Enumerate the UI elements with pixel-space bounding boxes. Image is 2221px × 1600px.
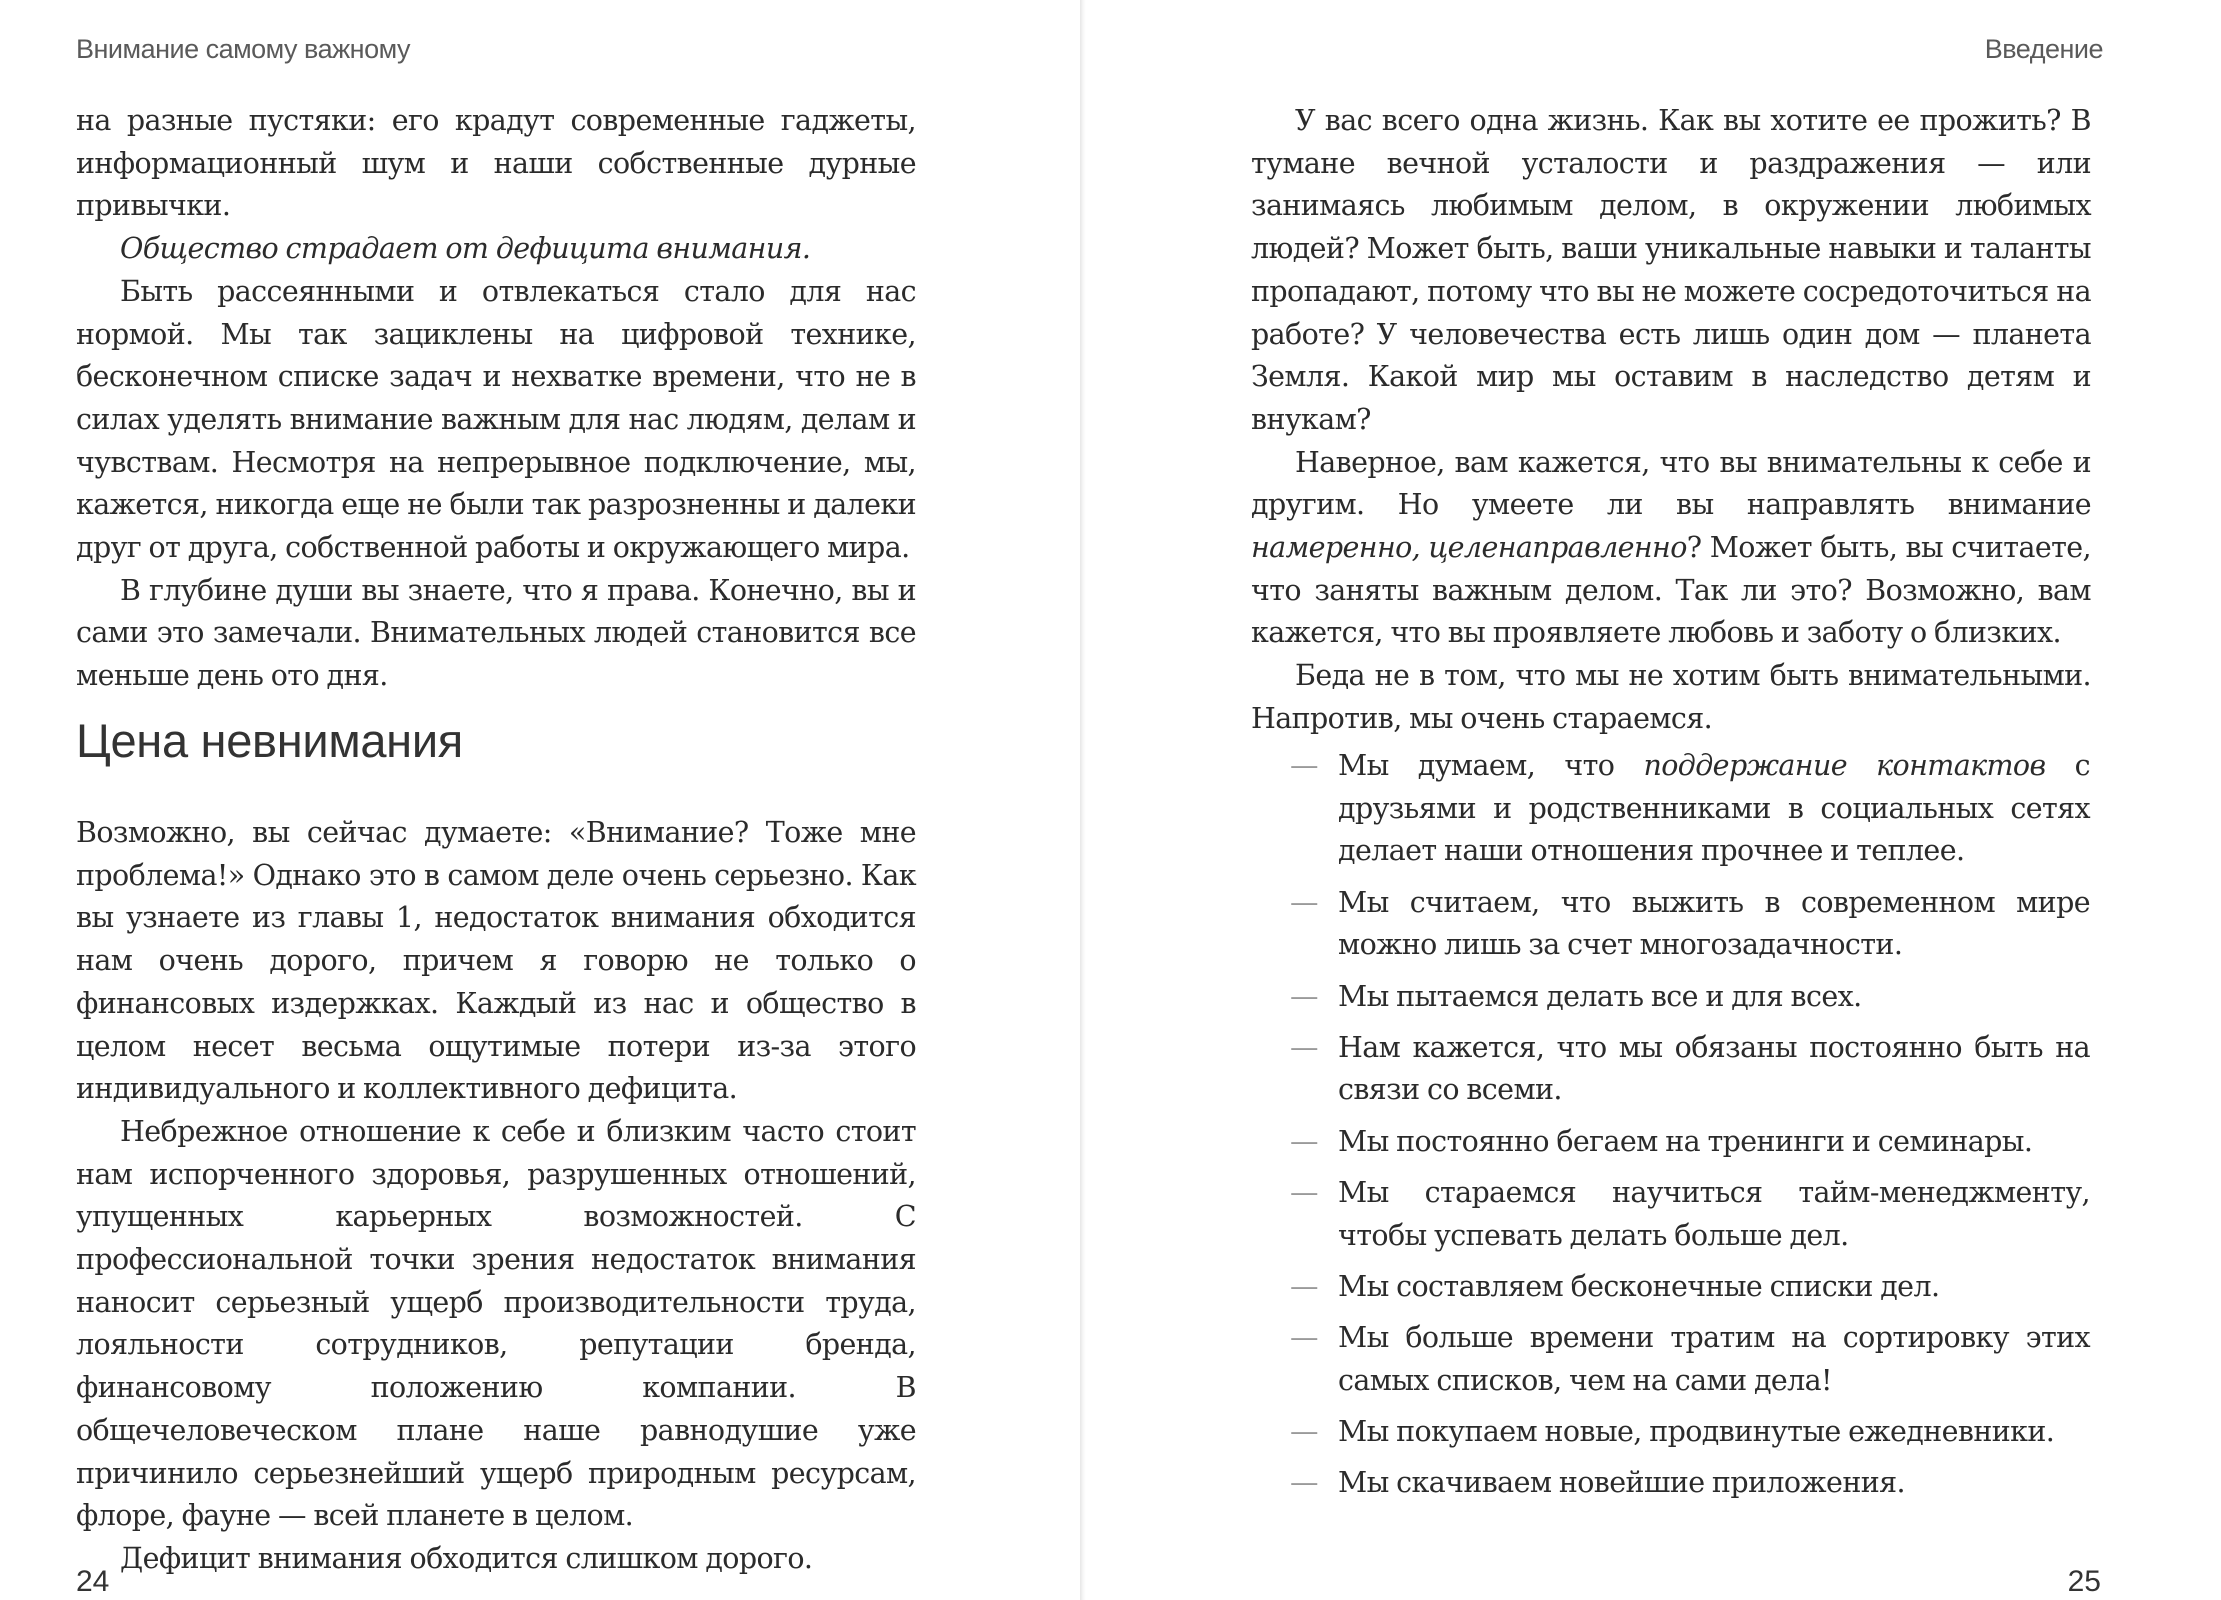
em-dash-bullet: — <box>1290 1030 1318 1064</box>
em-dash-bullet: — <box>1290 1414 1318 1448</box>
running-head-left: Внимание самому важному <box>76 34 410 64</box>
paragraph: У вас всего одна жизнь. Как вы хотите ее прожить? В тумане вечной усталости и раздражения — или занимаясь любимым делом, в окружении любимых людей? Может быть, ваши уникальные навыки и таланты пропадают, потому что вы не можете сосредоточиться на работе? У человечества есть лишь один дом — планета Земля. Какой мир мы оставим в наследство детям и внукам? <box>1251 104 2091 436</box>
section-heading: Цена невнимания <box>76 714 463 767</box>
running-head-right: Введение <box>1984 34 2103 64</box>
em-dash-bullet: — <box>1290 1320 1318 1354</box>
dash-list <box>1290 745 2090 1513</box>
list-item-text: Мы считаем, что выжить в современном мире можно лишь за счет многозадачности. <box>1338 885 2090 962</box>
paragraph: Небрежное отношение к себе и близким часто стоит нам испорченного здоровья, разрушенных отношений, упущенных карьерных возможностей. С профессиональной точки зрения недостаток внимания наносит серьезный ущерб производительности труда, лояльности сотрудников, репутации бренда, финансовому положению компании. В общечеловеческом плане наше равнодушие уже причинило серьезнейший ущерб природным ресурсам, флоре, фауне — всей планете в целом. <box>76 1114 916 1533</box>
list-item <box>1290 1411 2090 1454</box>
paragraph <box>1251 442 2091 656</box>
paragraph: Быть рассеянными и отвлекаться стало для нас нормой. Мы так зациклены на цифровой технике, бесконечном списке задач и нехватке времени, что не в силах уделять внимание важным для нас людям, делам и чувствам. Несмотря на непрерывное подключение, мы, кажется, никогда еще не были так разрозненны и далеки друг от друга, собственной работы и окружающего мира. <box>76 274 916 565</box>
right-text-top <box>1251 100 2091 741</box>
list-item <box>1290 1121 2090 1164</box>
page-number-right: 25 <box>2067 1565 2101 1598</box>
list-item-text <box>1338 745 2090 873</box>
em-dash-bullet: — <box>1290 1466 1318 1500</box>
em-dash-bullet: — <box>1290 979 1318 1013</box>
paragraph: Возможно, вы сейчас думаете: «Внимание? Тоже мне проблема!» Однако это в самом деле очень серьезно. Как вы узнаете из главы 1, недостаток внимания обходится нам очень дорого, причем я говорю не только о финансовых издержках. Каждый из нас и общество в целом несет весьма ощутимые потери из-за этого индивидуального и коллективного дефицита. <box>76 816 916 1106</box>
left-page <box>0 0 1078 1600</box>
list-item-text: Мы пытаемся делать все и для всех. <box>1338 979 1862 1013</box>
left-text-bottom <box>76 812 916 1581</box>
list-item <box>1290 976 2090 1019</box>
book-gutter <box>1080 0 1086 1600</box>
list-item <box>1290 1462 2090 1505</box>
list-item <box>1290 1266 2090 1309</box>
list-item-text: Мы больше времени тратим на сортировку этих самых списков, чем на сами дела! <box>1338 1320 2090 1397</box>
page-number-left: 24 <box>76 1565 110 1598</box>
text-run: Наверное, вам кажется, что вы внимательны к себе и другим. Но умеете ли вы направлять внимание <box>1251 445 2091 522</box>
list-item-text: Мы постоянно бегаем на тренинги и семинары. <box>1338 1124 2033 1158</box>
list-item <box>1290 1172 2090 1257</box>
text-run: ? Может быть, вы считаете, что заняты важным делом. Так ли это? Возможно, вам кажется, что вы проявляете любовь и заботу о близких. <box>1251 531 2091 650</box>
paragraph: Беда не в том, что мы не хотим быть внимательными. Напротив, мы очень стараемся. <box>1251 659 2091 735</box>
list-item-text: Нам кажется, что мы обязаны постоянно быть на связи со всеми. <box>1338 1030 2090 1107</box>
em-dash-bullet: — <box>1290 1269 1318 1303</box>
list-item <box>1290 1317 2090 1402</box>
italic-text: Общество страдает от дефицита внимания. <box>120 232 811 266</box>
text-run: с друзьями и родственниками в социальных сетях делает наши отношения прочнее и теплее. <box>1338 749 2090 868</box>
list-item-text: Мы скачиваем новейшие приложения. <box>1338 1466 1905 1500</box>
list-item-text: Мы покупаем новые, продвинутые ежедневники. <box>1338 1414 2055 1448</box>
paragraph: на разные пустяки: его крадут современные гаджеты, информационный шум и наши собственные дурные привычки. <box>76 104 916 223</box>
em-dash-bullet: — <box>1290 1175 1318 1209</box>
list-item-text: Мы стараемся научиться тайм-менеджменту, чтобы успевать делать больше дел. <box>1338 1175 2090 1252</box>
list-item <box>1290 882 2090 967</box>
paragraph: Дефицит внимания обходится слишком дорого. <box>120 1541 813 1575</box>
list-item-text: Мы составляем бесконечные списки дел. <box>1338 1269 1940 1303</box>
em-dash-bullet: — <box>1290 749 1318 782</box>
paragraph-italic <box>76 228 916 271</box>
text-run: Мы думаем, что <box>1338 749 1644 782</box>
list-item <box>1290 745 2090 873</box>
em-dash-bullet: — <box>1290 885 1318 919</box>
italic-text: намеренно, целенаправленно <box>1251 531 1687 565</box>
italic-text: поддержание контактов <box>1643 749 2046 782</box>
list-item <box>1290 1027 2090 1112</box>
em-dash-bullet: — <box>1290 1124 1318 1158</box>
left-text-top <box>76 100 916 698</box>
paragraph: В глубине души вы знаете, что я права. Конечно, вы и сами это замечали. Внимательных людей становится все меньше день ото дня. <box>76 573 916 693</box>
